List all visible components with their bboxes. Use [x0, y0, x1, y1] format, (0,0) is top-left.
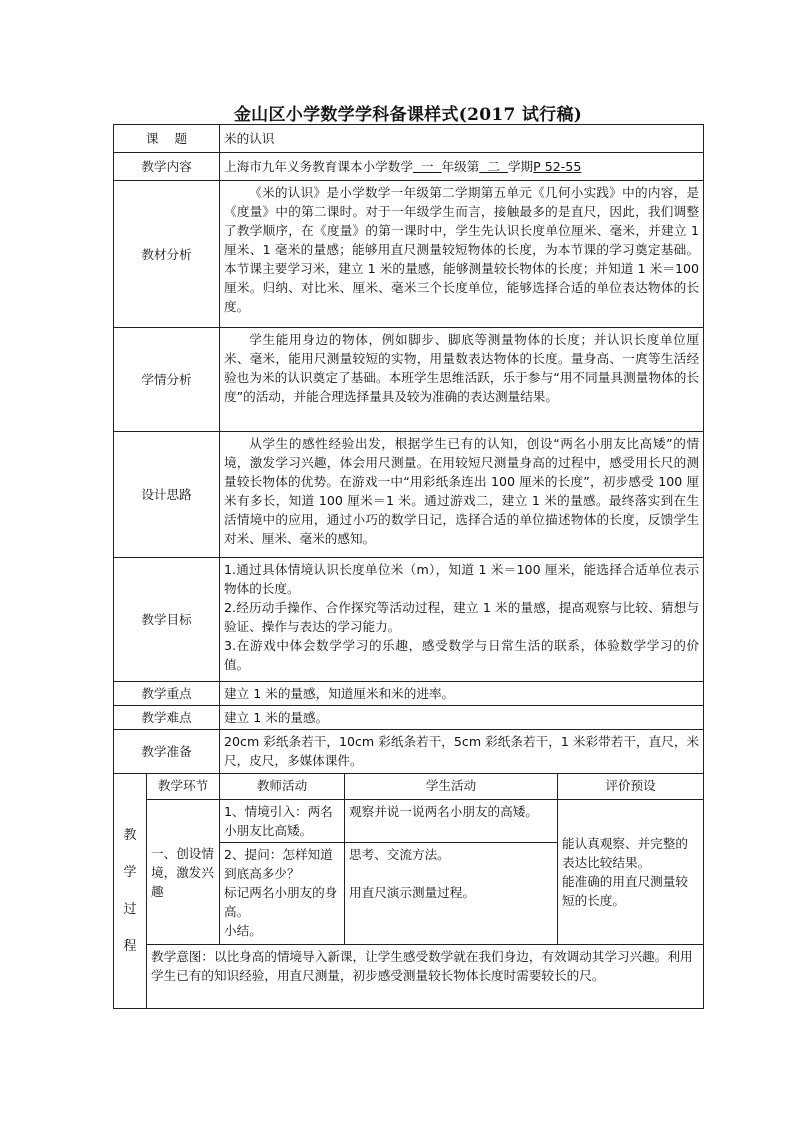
row-teaching-intent: [114, 945, 704, 1009]
student-analysis-text: 学生能用身边的物体，例如脚步、脚底等测量物体的长度；并认识长度单位厘米、毫米，能用尺测量较短的实物，用量数表达物体的长度。量身高、一庹等生活经验也为米的认识奠定了基础。本班学生思维活跃，乐于参与“用不同量具测量物体的长度”的活动，并能合理选择量具及较为准确的表达测量结果。: [224, 332, 700, 404]
content-label: 教学内容: [114, 153, 220, 181]
process-side-char: 过: [123, 902, 137, 917]
process-side-label: [114, 774, 147, 1009]
row-objectives: [114, 558, 704, 682]
row-key-point: [114, 682, 704, 706]
row-student-analysis: [114, 328, 704, 432]
student-analysis-label: 学情分析: [114, 328, 220, 432]
content-prefix: 上海市九年义务教育课本小学数学: [224, 159, 413, 174]
teacher-activity-line: 2、提问：怎样知道到底高多少？: [224, 847, 333, 881]
row-process-header: [114, 774, 704, 800]
row-topic: [114, 125, 704, 153]
header-teacher: 教师活动: [220, 774, 345, 800]
difficulty-label: 教学难点: [114, 706, 220, 730]
row-textbook-analysis: [114, 181, 704, 328]
row-content: [114, 153, 704, 181]
design-cell: [220, 432, 704, 558]
teacher-activity-line: 小结。: [224, 923, 262, 938]
textbook-analysis-label: 教材分析: [114, 181, 220, 328]
objective-item: 3.在游戏中体会数学学习的乐趣，感受数学与日常生活的联系，体验数学学习的价值。: [224, 638, 700, 672]
objective-item: 2.经历动手操作、合作探究等活动过程，建立 1 米的量感，提高观察与比较、猜想与验证、操作与表达的学习能力。: [224, 600, 700, 634]
teacher-activity: [220, 843, 345, 945]
evaluation-item: 能认真观察、并完整的表达比较结果。: [562, 836, 688, 870]
textbook-analysis-cell: [220, 181, 704, 328]
preparation-label: 教学准备: [114, 730, 220, 774]
process-side-char: 学: [123, 865, 137, 880]
header-evaluation: 评价预设: [558, 774, 704, 800]
row-difficulty: [114, 706, 704, 730]
topic-label: 课 题: [114, 125, 220, 153]
student-activity-line: 用直尺演示测量过程。: [349, 885, 475, 900]
stage-name: 一、创设情境，激发兴趣: [147, 800, 220, 945]
process-side-char: 教: [123, 828, 137, 843]
teaching-intent: 教学意图：以比身高的情境导入新课，让学生感受数学就在我们身边，有效调动其学习兴趣。利用学生已有的知识经验，用直尺测量，初步感受测量较长物体长度时需要较长的尺。: [147, 945, 704, 1009]
objectives-label: 教学目标: [114, 558, 220, 682]
document-title: 金山区小学数学学科备课样式(2017 试行稿): [233, 105, 583, 125]
student-activity: [345, 843, 558, 945]
difficulty-value: 建立 1 米的量感。: [220, 706, 704, 730]
topic-value: 米的认识: [220, 125, 704, 153]
student-activity-line: 思考、交流方法。: [349, 847, 450, 862]
content-term-suffix: 学期: [507, 159, 534, 174]
student-analysis-cell: [220, 328, 704, 432]
key-point-value: 建立 1 米的量感，知道厘米和米的进率。: [220, 682, 704, 706]
objectives-cell: [220, 558, 704, 682]
teacher-activity-line: 标记两名小朋友的身高。: [224, 885, 338, 919]
content-term: 二: [487, 159, 500, 174]
key-point-label: 教学重点: [114, 682, 220, 706]
objective-item: 1.通过具体情境认识长度单位米（m），知道 1 米＝100 厘米，能选择合适单位表示物体的长度。: [224, 562, 700, 596]
student-activity: 观察并说一说两名小朋友的高矮。: [345, 800, 558, 843]
teacher-activity: 1、情境引入：两名小朋友比高矮。: [220, 800, 345, 843]
header-stage: 教学环节: [147, 774, 220, 800]
content-grade-suffix: 年级第: [441, 159, 480, 174]
content-grade: 一: [420, 159, 434, 174]
row-process-step-1: [114, 800, 704, 843]
row-design: [114, 432, 704, 558]
evaluation-item: 能准确的用直尺测量较短的长度。: [562, 874, 688, 908]
preparation-value: 20cm 彩纸条若干，10cm 彩纸条若干，5cm 彩纸条若干，1 米彩带若干，直尺，米尺，皮尺，多媒体课件。: [220, 730, 704, 774]
textbook-analysis-text: 《米的认识》是小学数学一年级第二学期第五单元《几何小实践》中的内容，是《度量》中的第二课时。对于一年级学生而言，接触最多的是直尺，因此，我们调整了教学顺序，在《度量》的第一课时中，学生先认识长度单位厘米、毫米，并建立 1 厘米、1 毫米的量感；能够用直尺测量较短物体的长度，为本节课的学习奠定基础。本节课主要学习米，建立 1 米的量感，能够测量较长物体的长度；并知道 1 米＝100 厘米。归纳、对比米、厘米、毫米三个长度单位，能够选择合适的单位表达物体的长度。: [224, 185, 700, 314]
content-value: [220, 153, 704, 181]
design-text: 从学生的感性经验出发，根据学生已有的认知，创设“两名小朋友比高矮”的情境，激发学习兴趣，体会用尺测量。在用较短尺测量身高的过程中，感受用长尺的测量较长物体的优势。在游戏一中“用彩纸条连出 100 厘米的长度”，初步感受 100 厘米有多长，知道 100 厘米＝1 米。通过游戏二，建立 1 米的量感。最终落实到在生活情境中的应用，通过小巧的数学日记，选择合适的单位描述物体的长度，反馈学生对米、厘米、毫米的感知。: [224, 436, 700, 546]
header-student: 学生活动: [345, 774, 558, 800]
process-side-char: 程: [123, 939, 137, 954]
row-preparation: [114, 730, 704, 774]
evaluation-cell: [558, 800, 704, 945]
content-pages: P 52-55: [533, 159, 582, 174]
design-label: 设计思路: [114, 432, 220, 558]
lesson-plan-table: [113, 124, 704, 1009]
